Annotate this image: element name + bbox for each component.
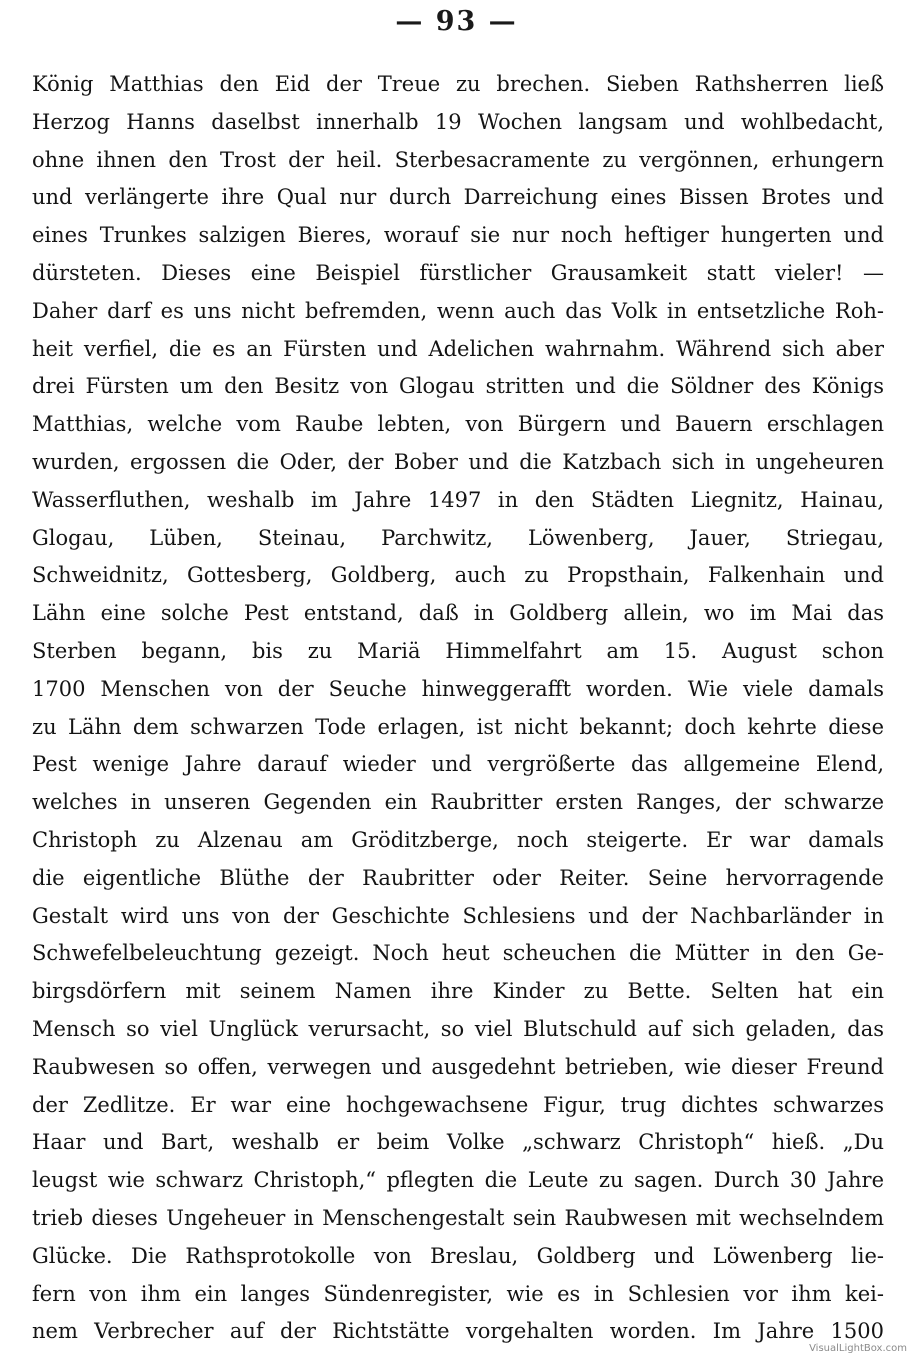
text-line: wurden, ergossen die Oder, der Bober und die Katzbach sich in ungeheuren	[32, 449, 884, 474]
body-text	[32, 66, 884, 1351]
text-line: fern von ihm ein langes Sündenregister, wie es in Schlesien vor ihm kei-	[32, 1281, 884, 1306]
text-line: nem Verbrecher auf der Richtstätte vorgehalten worden. Im Jahre 1500	[32, 1319, 884, 1344]
text-line: Schwefelbeleuchtung gezeigt. Noch heut scheuchen die Mütter in den Ge-	[32, 941, 884, 966]
text-line: drei Fürsten um den Besitz von Glogau stritten und die Söldner des Königs	[32, 374, 884, 399]
text-line: Lähn eine solche Pest entstand, daß in Goldberg allein, wo im Mai das	[32, 601, 884, 626]
text-line: Raubwesen so offen, verwegen und ausgedehnt betrieben, wie dieser Freund	[32, 1054, 884, 1079]
text-line: Glogau, Lüben, Steinau, Parchwitz, Löwenberg, Jauer, Striegau,	[32, 525, 884, 550]
text-line: 1700 Menschen von der Seuche hinweggerafft worden. Wie viele damals	[32, 676, 884, 701]
text-line: die eigentliche Blüthe der Raubritter oder Reiter. Seine hervorragende	[32, 865, 884, 890]
text-line: Christoph zu Alzenau am Gröditzberge, noch steigerte. Er war damals	[32, 827, 884, 852]
text-line: und verlängerte ihre Qual nur durch Darreichung eines Bissen Brotes und	[32, 185, 884, 210]
text-line: welches in unseren Gegenden ein Raubritter ersten Ranges, der schwarze	[32, 790, 884, 815]
text-line: Gestalt wird uns von der Geschichte Schlesiens und der Nachbarländer in	[32, 903, 884, 928]
text-line: ohne ihnen den Trost der heil. Sterbesacramente zu vergönnen, erhungern	[32, 147, 884, 172]
text-line: der Zedlitze. Er war eine hochgewachsene Figur, trug dichtes schwarzes	[32, 1092, 884, 1117]
text-line: birgsdörfern mit seinem Namen ihre Kinder zu Bette. Selten hat ein	[32, 979, 884, 1004]
text-line: eines Trunkes salzigen Bieres, worauf sie nur noch heftiger hungerten und	[32, 223, 884, 248]
text-line: Mensch so viel Unglück verursacht, so viel Blutschuld auf sich geladen, das	[32, 1016, 884, 1041]
text-line: Haar und Bart, weshalb er beim Volke „schwarz Christoph“ hieß. „Du	[32, 1130, 884, 1155]
text-line: Matthias, welche vom Raube lebten, von Bürgern und Bauern erschlagen	[32, 412, 884, 437]
text-line: Schweidnitz, Gottesberg, Goldberg, auch zu Propsthain, Falkenhain und	[32, 563, 884, 588]
text-line: Pest wenige Jahre darauf wieder und vergrößerte das allgemeine Elend,	[32, 752, 884, 777]
text-line: Daher darf es uns nicht befremden, wenn auch das Volk in entsetzliche Roh-	[32, 298, 884, 323]
text-line: zu Lähn dem schwarzen Tode erlagen, ist nicht bekannt; doch kehrte diese	[32, 714, 884, 739]
text-line: König Matthias den Eid der Treue zu brechen. Sieben Rathsherren ließ	[32, 72, 884, 96]
text-line: heit verfiel, die es an Fürsten und Adelichen wahrnahm. Während sich aber	[32, 336, 884, 361]
watermark: VisualLightBox.com	[809, 1343, 907, 1354]
text-line: Wasserfluthen, weshalb im Jahre 1497 in den Städten Liegnitz, Hainau,	[32, 487, 884, 512]
text-line: Glücke. Die Rathsprotokolle von Breslau, Goldberg und Löwenberg lie-	[32, 1243, 884, 1268]
text-line: trieb dieses Ungeheuer in Menschengestalt sein Raubwesen mit wechselndem	[32, 1205, 884, 1230]
text-line: Herzog Hanns daselbst innerhalb 19 Wochen langsam und wohlbedacht,	[32, 109, 884, 134]
text-line: Sterben begann, bis zu Mariä Himmelfahrt am 15. August schon	[32, 638, 884, 663]
page-number: — 93 —	[395, 6, 518, 37]
text-line: leugst wie schwarz Christoph,“ pflegten die Leute zu sagen. Durch 30 Jahre	[32, 1168, 884, 1193]
text-line: dürsteten. Dieses eine Beispiel fürstlicher Grausamkeit statt vieler! —	[32, 260, 884, 285]
